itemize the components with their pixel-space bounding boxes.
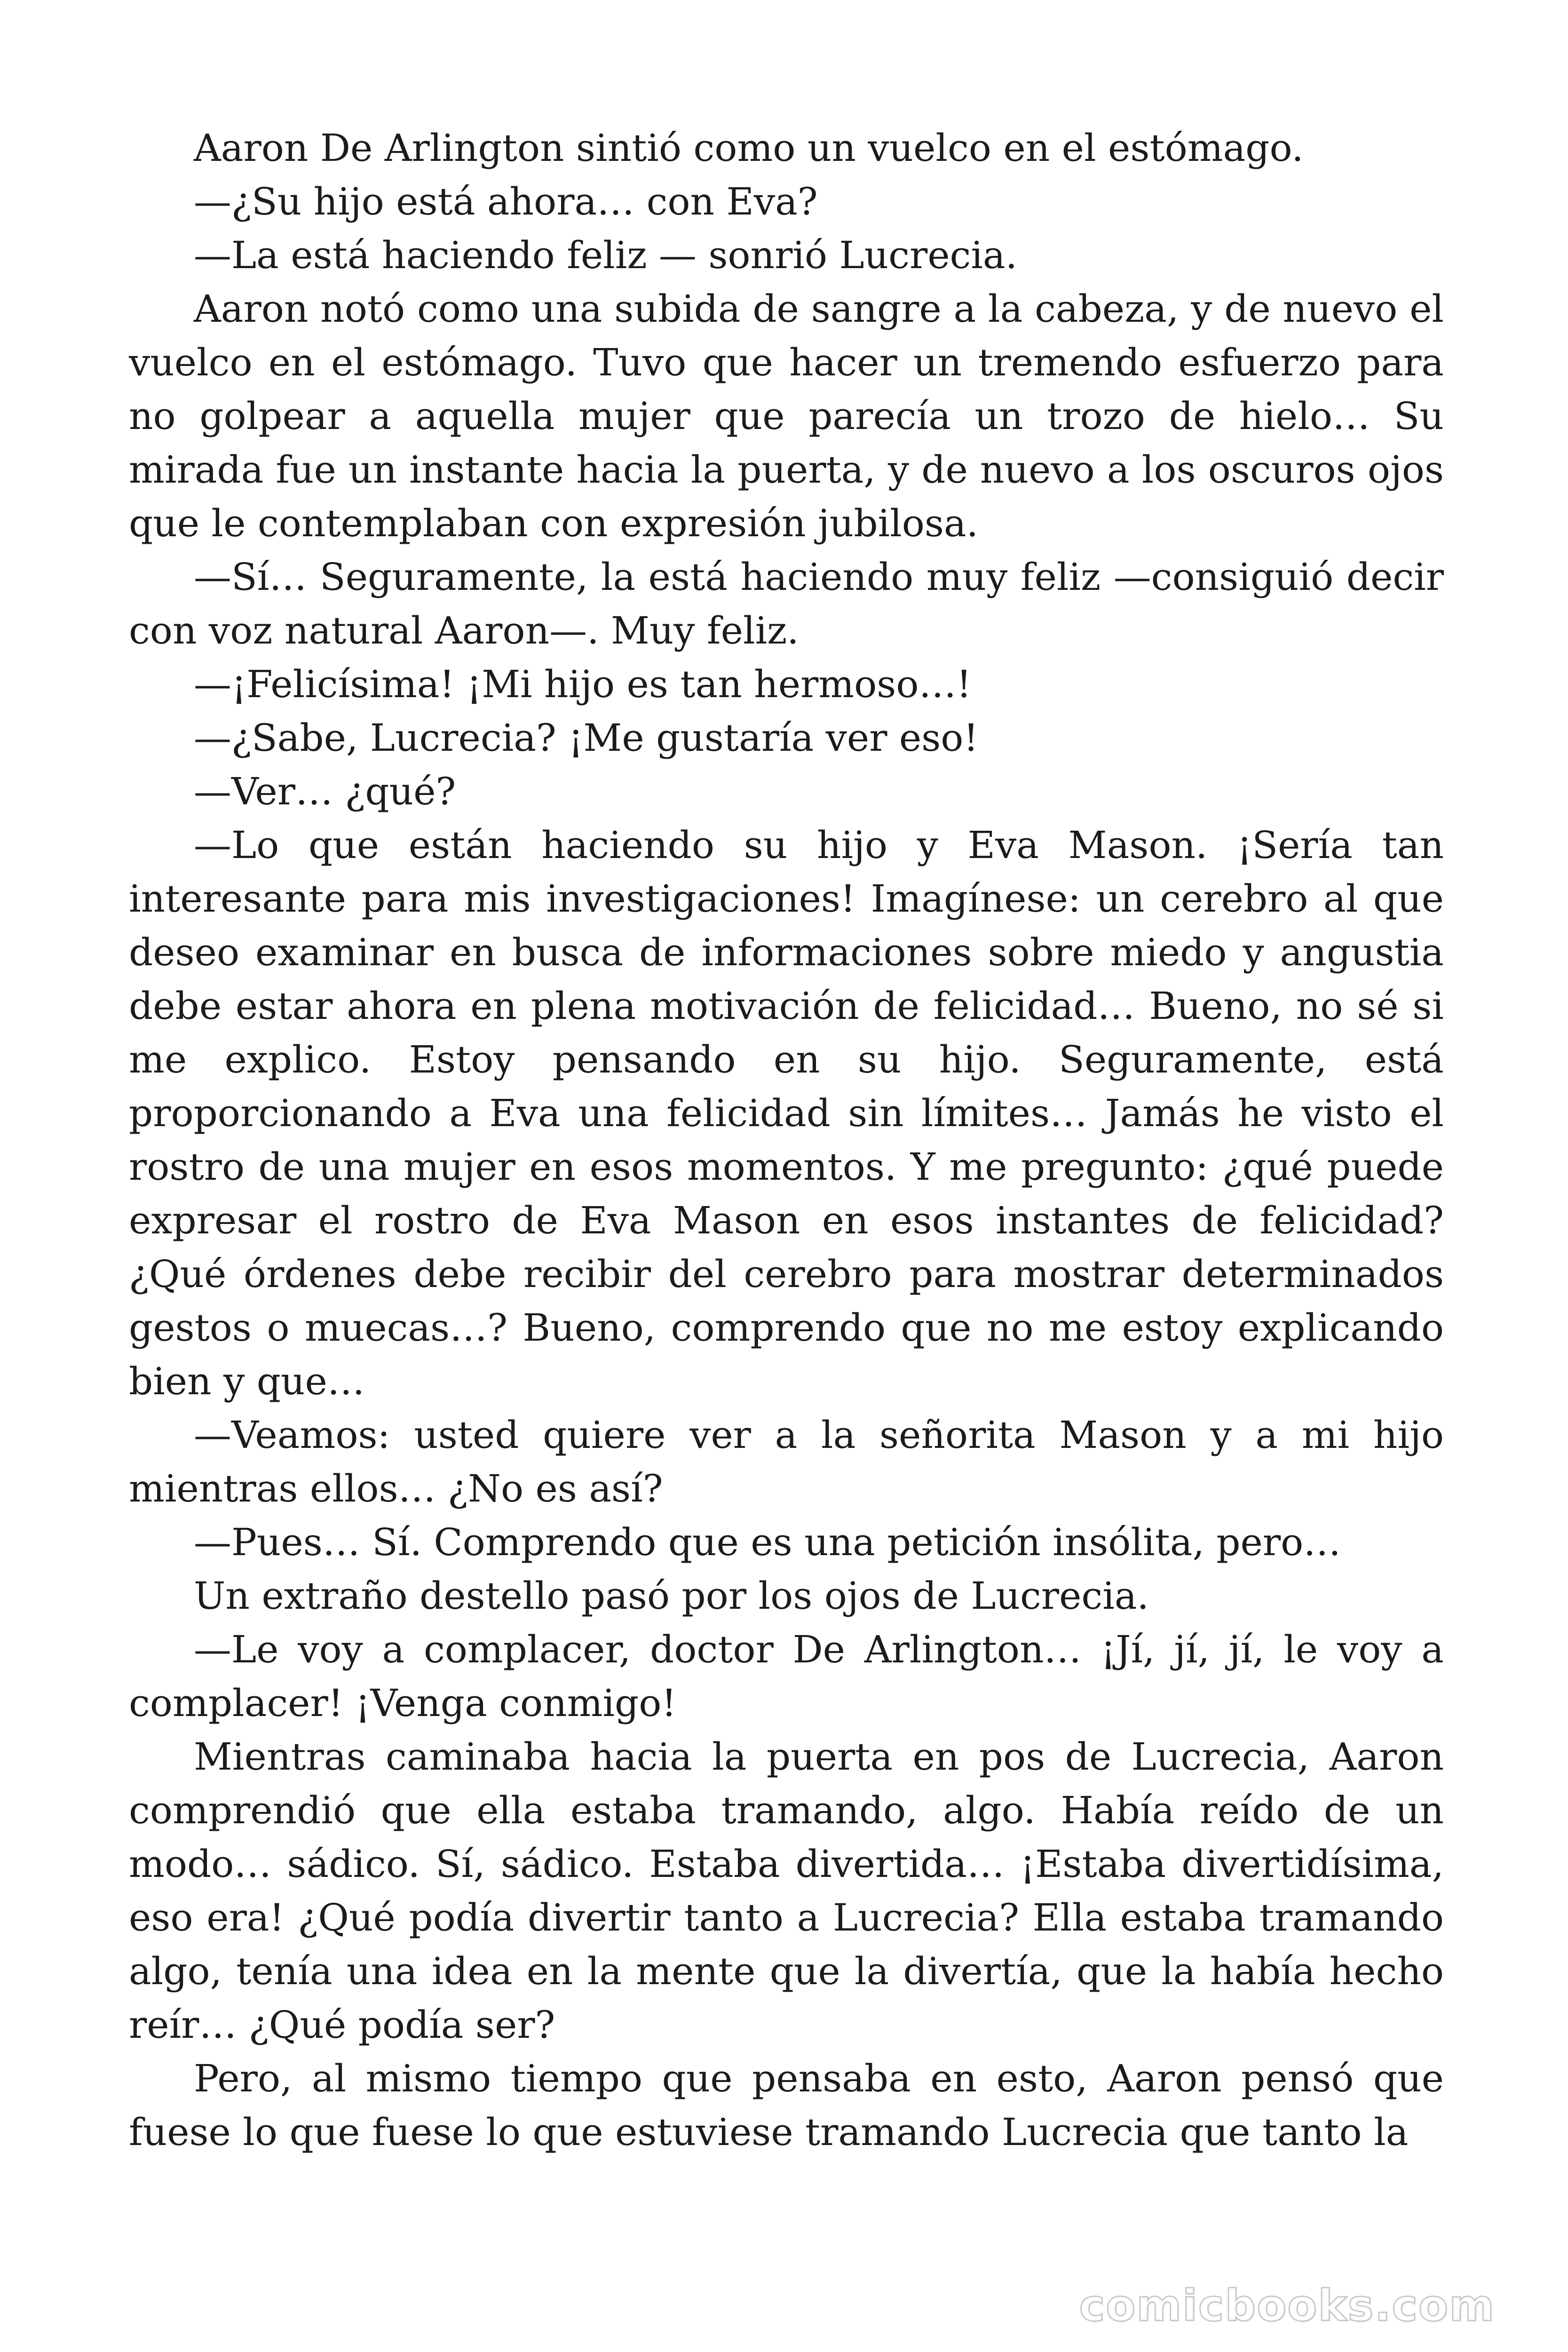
page-body — [129, 121, 1444, 2159]
paragraph: Aaron De Arlington sintió como un vuelco en el estómago. — [194, 126, 1304, 170]
paragraph: —¡Felicísima! ¡Mi hijo es tan hermoso…! — [194, 662, 972, 706]
paragraph: Aaron notó como una subida de sangre a la cabeza, y de nuevo el vuelco en el estómago. Tuvo que hacer un tremendo esfuerzo para no golpear a aquella mujer que parecía un trozo de hielo… Su mirada fue un instante hacia la puerta, y de nuevo a los oscuros ojos que le contemplaban con expresión jubilosa. — [129, 287, 1444, 545]
paragraph: —Veamos: usted quiere ver a la señorita Mason y a mi hijo mientras ellos… ¿No es así? — [129, 1413, 1444, 1510]
paragraph: Un extraño destello pasó por los ojos de Lucrecia. — [194, 1574, 1149, 1618]
paragraph: —La está haciendo feliz — sonrió Lucrecia. — [194, 233, 1018, 277]
watermark: comicbooks.com — [1079, 2280, 1495, 2331]
paragraph: —¿Su hijo está ahora… con Eva? — [194, 180, 818, 223]
paragraph: —Lo que están haciendo su hijo y Eva Mason. ¡Sería tan interesante para mis investigaciones! Imagínese: un cerebro al que deseo examinar en busca de informaciones sobre miedo y angustia debe estar ahora en plena motivación de felicidad… Bueno, no sé si me explico. Estoy pensando en su hijo. Seguramente, está proporcionando a Eva una felicidad sin límites… Jamás he visto el rostro de una mujer en esos momentos. Y me pregunto: ¿qué puede expresar el rostro de Eva Mason en esos instantes de felicidad? ¿Qué órdenes debe recibir del cerebro para mostrar determinados gestos o muecas…? Bueno, comprendo que no me estoy explicando bien y que… — [129, 823, 1444, 1403]
paragraph: —Le voy a complacer, doctor De Arlington… ¡Jí, jí, jí, le voy a complacer! ¡Venga conmigo! — [129, 1628, 1444, 1725]
paragraph: —Pues… Sí. Comprendo que es una petición insólita, pero… — [194, 1520, 1341, 1564]
paragraph: —Ver… ¿qué? — [194, 770, 456, 813]
paragraph: —Sí… Seguramente, la está haciendo muy feliz —consiguió decir con voz natural Aaron—. Muy feliz. — [129, 555, 1444, 652]
paragraph: Mientras caminaba hacia la puerta en pos de Lucrecia, Aaron comprendió que ella estaba tramando, algo. Había reído de un modo… sádico. Sí, sádico. Estaba divertida… ¡Estaba divertidísima, eso era! ¿Qué podía divertir tanto a Lucrecia? Ella estaba tramando algo, tenía una idea en la mente que la divertía, que la había hecho reír… ¿Qué podía ser? — [129, 1735, 1444, 2047]
paragraph: Pero, al mismo tiempo que pensaba en esto, Aaron pensó que fuese lo que fuese lo que estuviese tramando Lucrecia que tanto la — [129, 2057, 1444, 2154]
paragraph: —¿Sabe, Lucrecia? ¡Me gustaría ver eso! — [194, 716, 979, 760]
